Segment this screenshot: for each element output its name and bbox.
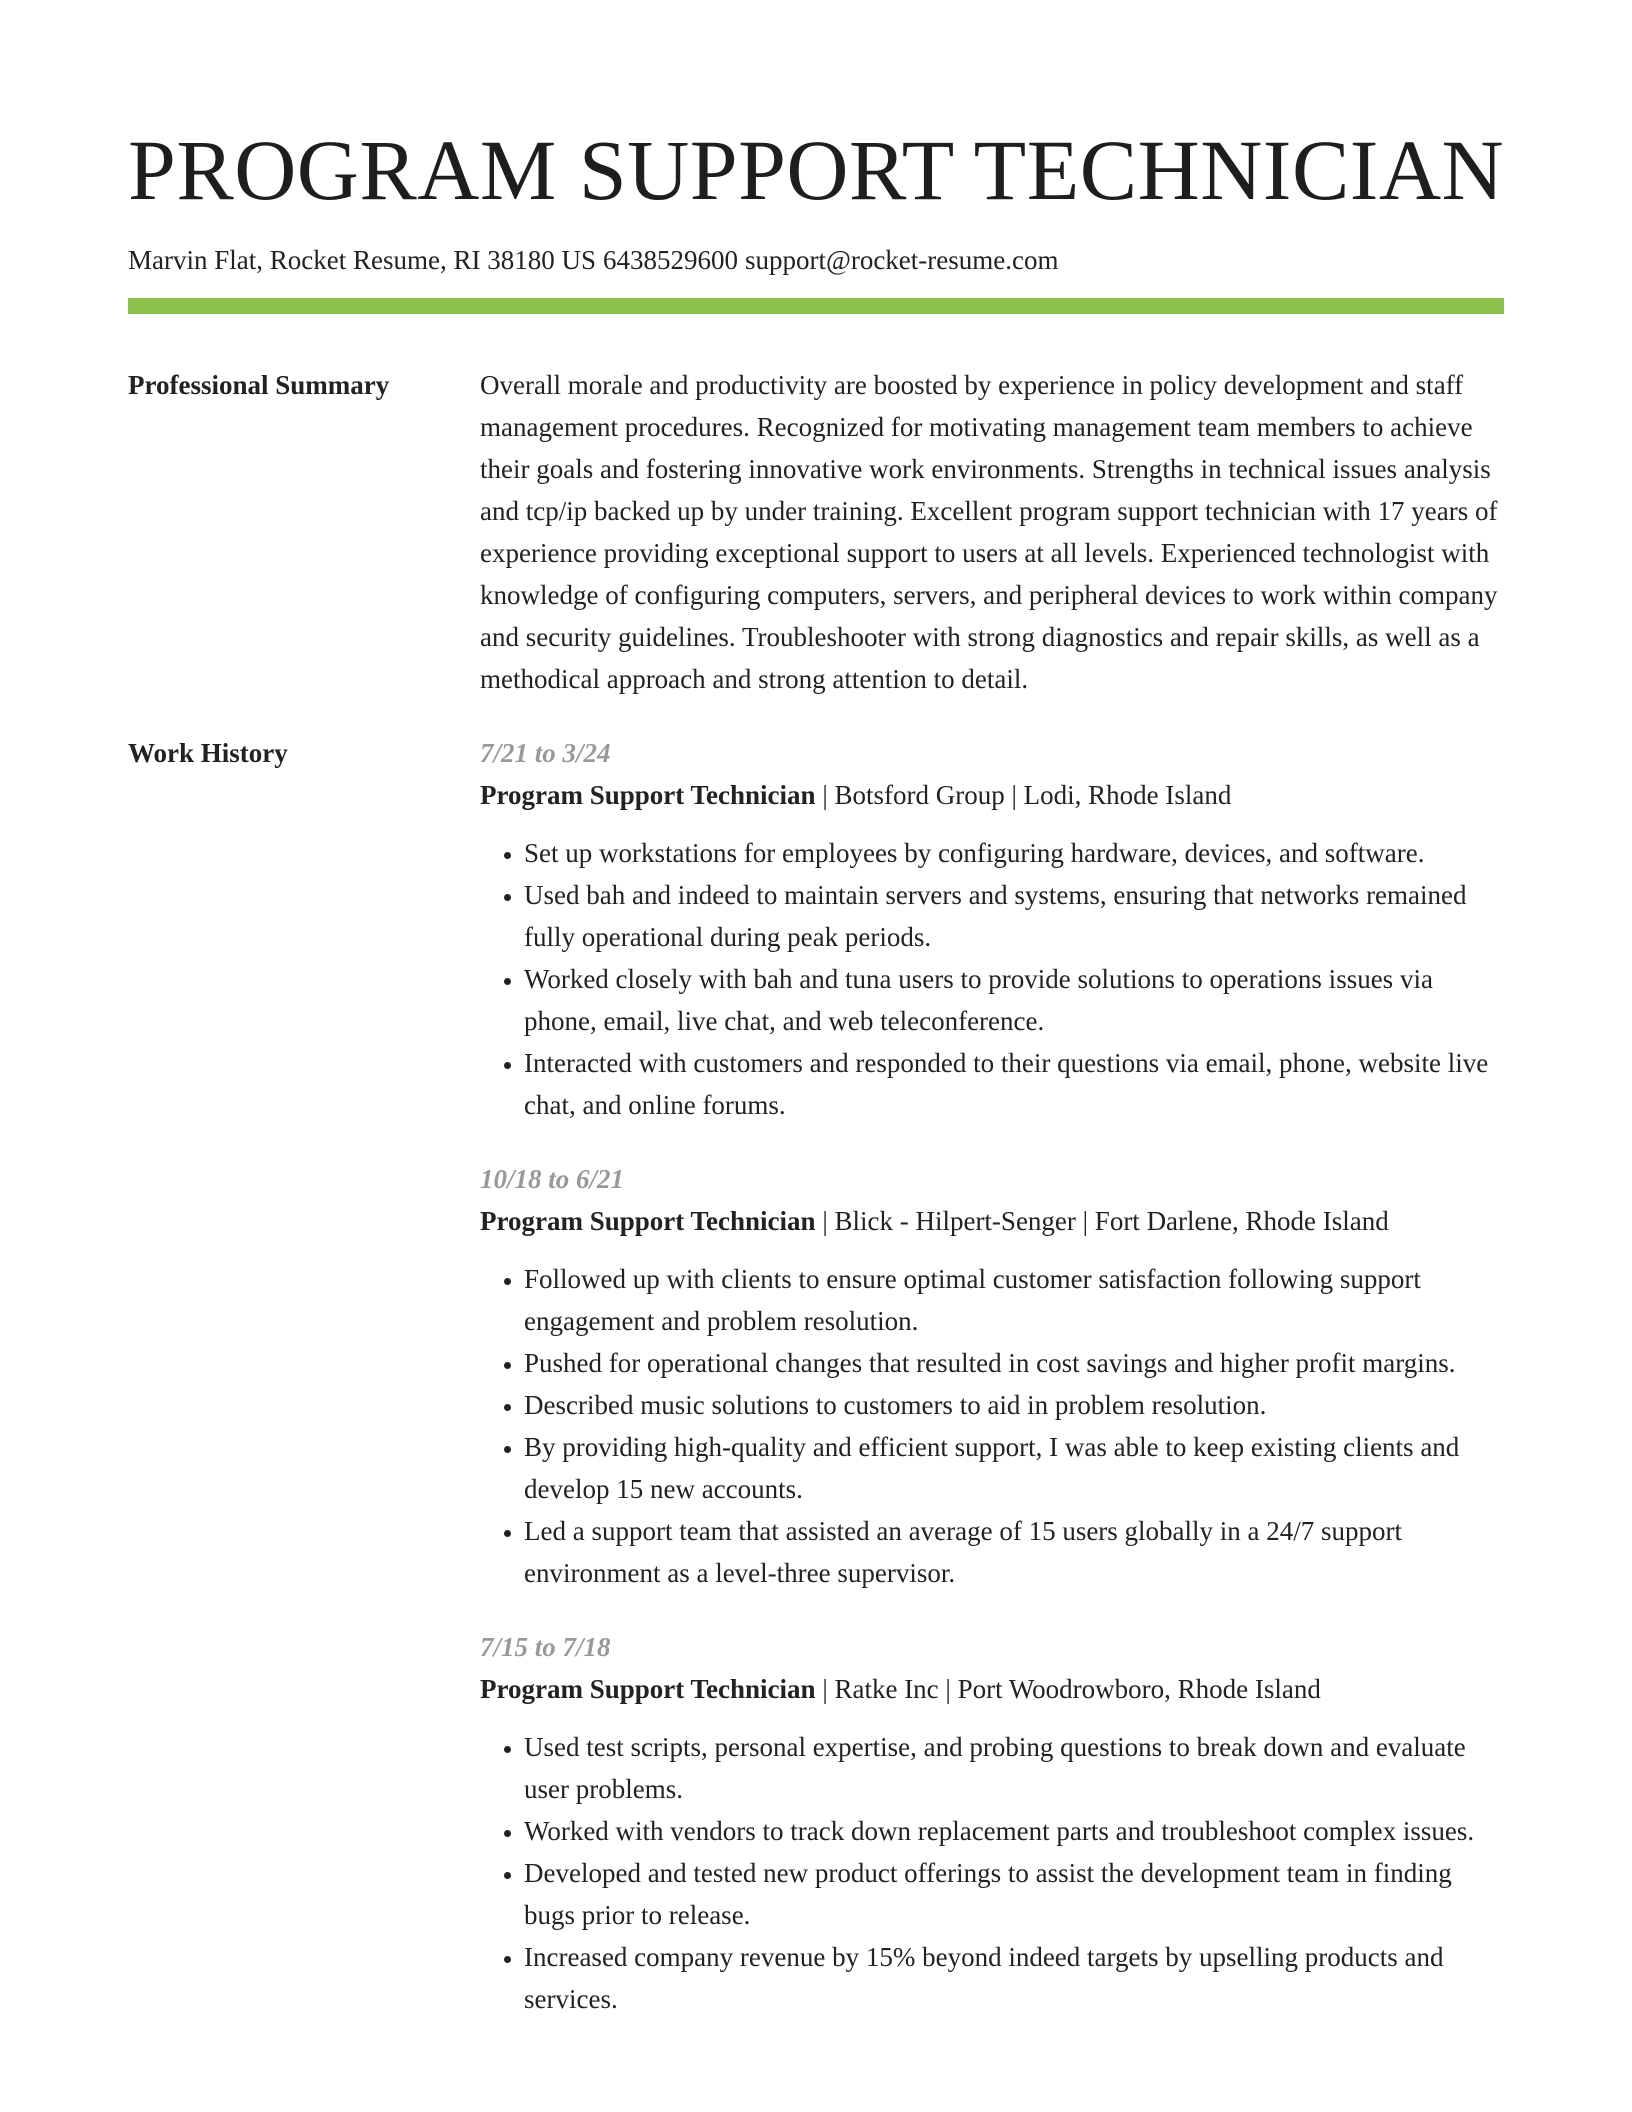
work-history-body — [480, 732, 1504, 2020]
job-bullets — [480, 1726, 1504, 2020]
job-entry — [480, 732, 1504, 1126]
job-details: | Ratke Inc | Port Woodrowboro, Rhode Island — [815, 1674, 1321, 1704]
job-bullet: • Worked closely with bah and tuna users to provide solutions to operations issues via phone, email, live chat, and web teleconference. — [524, 958, 1504, 1042]
resume-title: PROGRAM SUPPORT TECHNICIAN — [128, 122, 1505, 218]
job-title: Program Support Technician — [480, 1206, 816, 1236]
job-bullet: • Led a support team that assisted an average of 15 users globally in a 24/7 support environment as a level-three supervisor. — [524, 1510, 1504, 1594]
job-bullet: • Pushed for operational changes that resulted in cost savings and higher profit margins. — [524, 1342, 1504, 1384]
job-details: | Blick - Hilpert-Senger | Fort Darlene, Rhode Island — [815, 1206, 1389, 1236]
job-bullet: • Increased company revenue by 15% beyond indeed targets by upselling products and services. — [524, 1936, 1504, 2020]
job-details: | Botsford Group | Lodi, Rhode Island — [815, 780, 1232, 810]
job-entry — [480, 1626, 1504, 2020]
resume-page — [128, 0, 1504, 2020]
professional-summary-section — [128, 364, 1504, 700]
job-bullet: • By providing high-quality and efficient support, I was able to keep existing clients and develop 15 new accounts. — [524, 1426, 1504, 1510]
job-title: Program Support Technician — [480, 1674, 816, 1704]
job-bullet: • Developed and tested new product offerings to assist the development team in finding bugs prior to release. — [524, 1852, 1504, 1936]
job-bullet: • Used test scripts, personal expertise, and probing questions to break down and evaluate user problems. — [524, 1726, 1504, 1810]
contact-phone: 6438529600 — [602, 245, 738, 275]
job-heading — [480, 1200, 1504, 1242]
section-label-summary: Professional Summary — [128, 370, 390, 400]
contact-address: Marvin Flat, Rocket Resume, RI 38180 US — [128, 245, 596, 275]
job-bullet: • Worked with vendors to track down replacement parts and troubleshoot complex issues. — [524, 1810, 1504, 1852]
job-bullets — [480, 832, 1504, 1126]
contact-email: support@rocket-resume.com — [744, 245, 1059, 275]
job-bullet: • Interacted with customers and responded to their questions via email, phone, website live chat, and online forums. — [524, 1042, 1504, 1126]
job-dates: 10/18 to 6/21 — [480, 1164, 625, 1194]
job-title: Program Support Technician — [480, 780, 816, 810]
job-bullet: • Described music solutions to customers to aid in problem resolution. — [524, 1384, 1504, 1426]
job-dates: 7/21 to 3/24 — [480, 738, 611, 768]
job-bullets — [480, 1258, 1504, 1594]
job-entry — [480, 1158, 1504, 1594]
header-divider — [128, 298, 1504, 314]
summary-body — [480, 364, 1504, 700]
section-label-work-history: Work History — [128, 738, 288, 768]
summary-text: Overall morale and productivity are boosted by experience in policy development and staff management procedures. Recognized for motivating management team members to achieve their goals and fostering innovative work environments. Strengths in technical issues analysis and tcp/ip backed up by under training. Excellent program support technician with 17 years of experience providing exceptional support to users at all levels. Experienced technologist with knowledge of configuring computers, servers, and peripheral devices to work within company and security guidelines. Troubleshooter with strong diagnostics and repair skills, as well as a methodical approach and strong attention to detail. — [480, 370, 1498, 694]
job-heading — [480, 774, 1504, 816]
job-bullet: • Set up workstations for employees by configuring hardware, devices, and software. — [524, 832, 1504, 874]
job-bullet: • Followed up with clients to ensure optimal customer satisfaction following support engagement and problem resolution. — [524, 1258, 1504, 1342]
work-history-section — [128, 732, 1504, 2020]
job-dates: 7/15 to 7/18 — [480, 1632, 611, 1662]
job-bullet: • Used bah and indeed to maintain servers and systems, ensuring that networks remained fully operational during peak periods. — [524, 874, 1504, 958]
job-heading — [480, 1668, 1504, 1710]
contact-line — [128, 244, 1504, 276]
